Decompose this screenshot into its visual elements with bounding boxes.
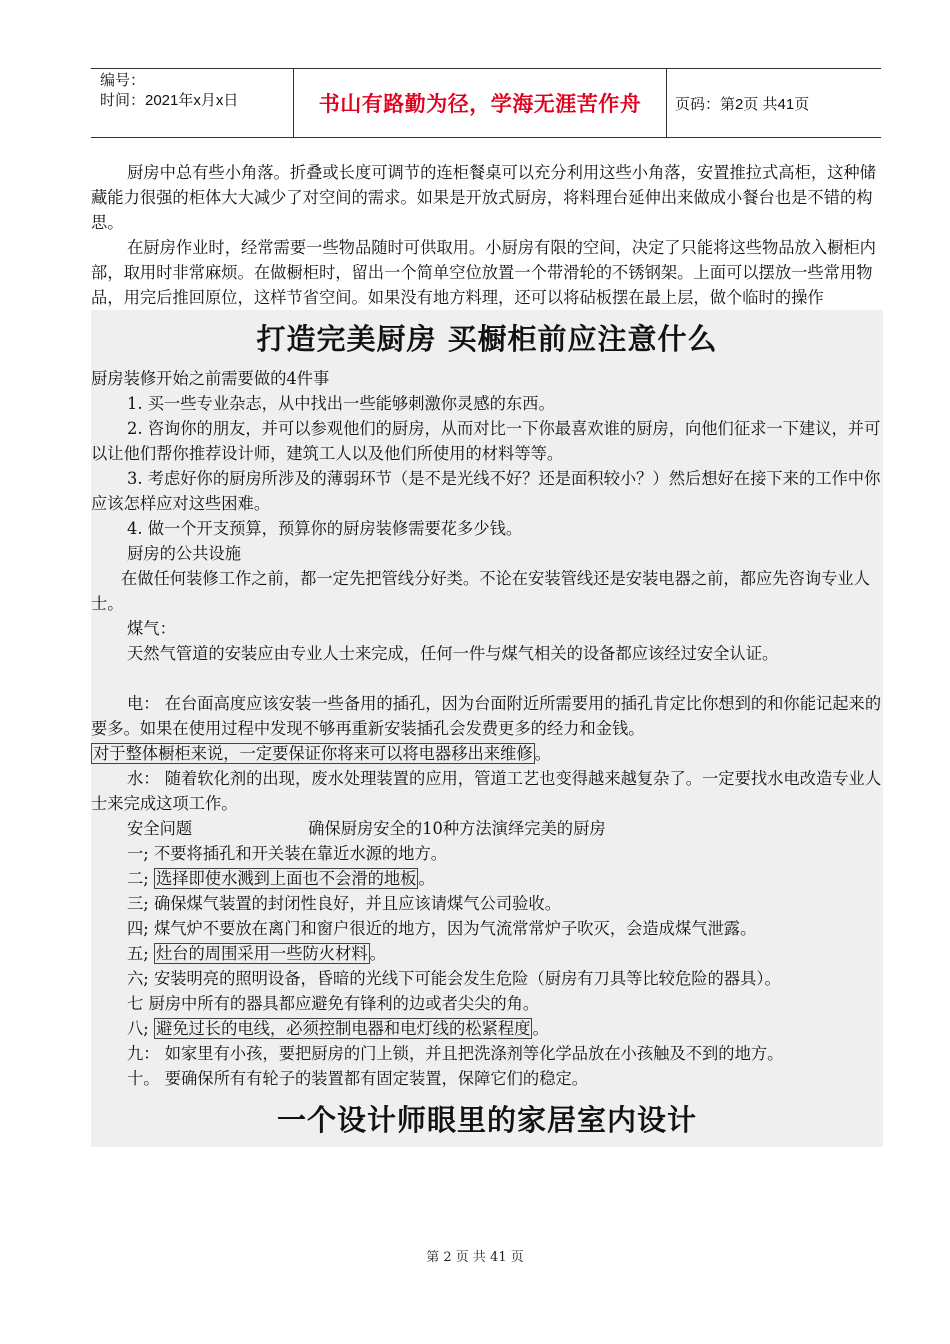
safety-title: 确保厨房安全的10种方法演绎完美的厨房: [308, 819, 606, 838]
blank-line: [91, 666, 883, 691]
safety-boxed-text: 选择即使水溅到上面也不会滑的地板: [155, 869, 417, 888]
safety-label: 安全问题: [127, 819, 193, 838]
section-title: 打造完美厨房 买橱柜前应注意什么: [256, 322, 718, 356]
list-item: 4. 做一个开支预算，预算你的厨房装修需要花多少钱。: [127, 519, 523, 538]
header-motto: 书山有路勤为径，学海无涯苦作舟: [293, 69, 667, 137]
safety-item-prefix: 五;: [127, 944, 154, 963]
time-label: 时间：2021年x月x日: [100, 92, 239, 109]
intro-paragraph-2: 在厨房作业时，经常需要一些物品随时可供取用。小厨房有限的空间，决定了只能将这些物品放入橱柜内部，取用时非常麻烦。在做橱柜时，留出一个简单空位放置一个带滑轮的不锈钢架。上面可以摆放一些常用物品，用完后推回原位，这样节省空间。如果没有地方料理，还可以将砧板摆在最上层，做个临时的操作: [91, 238, 876, 307]
document-body: [91, 160, 883, 1147]
safety-item-7: 七 厨房中所有的器具都应避免有锋利的边或者尖尖的角。: [127, 994, 540, 1013]
gas-label: 煤气：: [127, 619, 176, 638]
safety-item-prefix: 二;: [127, 869, 154, 888]
kitchen-section: [91, 310, 883, 1147]
electric-end: 。: [534, 744, 551, 763]
list-item: 3. 考虑好你的厨房所涉及的薄弱环节（是不是光线不好？还是面积较小？）然后想好在接下来的工作中你应该怎样应对这些困难。: [91, 469, 881, 513]
facilities-heading: 厨房的公共设施: [127, 544, 241, 563]
safety-item-end: 。: [418, 869, 435, 888]
header-page-label: 页码：第2页 共41页: [675, 95, 810, 113]
list-item: 1. 买一些专业杂志，从中找出一些能够刺激你灵感的东西。: [127, 394, 555, 413]
safety-item-end: 。: [532, 1019, 549, 1038]
safety-heading: [91, 816, 883, 841]
page-header: [91, 68, 881, 138]
gas-text: 天然气管道的安装应由专业人士来完成，任何一件与煤气相关的设备都应该经过安全认证。: [127, 644, 779, 663]
safety-item-6: 六; 安装明亮的照明设备，昏暗的光线下可能会发生危险（厨房有刀具等比较危险的器具）。: [127, 969, 781, 988]
number-label: 编号：: [100, 72, 146, 89]
electric-text: [91, 691, 883, 766]
header-meta: [91, 69, 293, 137]
section-subtitle: 厨房装修开始之前需要做的4件事: [91, 369, 330, 388]
safety-boxed-text: 避免过长的电线，必须控制电器和电灯线的松紧程度: [155, 1019, 531, 1038]
safety-item-10: 十。 要确保所有有轮子的装置都有固定装置，保障它们的稳定。: [127, 1069, 589, 1088]
safety-item-3: 三; 确保煤气装置的封闭性良好，并且应该请煤气公司验收。: [127, 894, 561, 913]
safety-item-prefix: 八;: [127, 1019, 154, 1038]
safety-item-2: [91, 866, 883, 891]
safety-item-end: 。: [369, 944, 386, 963]
section-2-title: 一个设计师眼里的家居室内设计: [276, 1103, 697, 1137]
safety-boxed-text: 灶台的周围采用一些防火材料: [155, 944, 368, 963]
electric-body: 电： 在台面高度应该安装一些备用的插孔，因为台面附近所需要用的插孔肯定比你想到的和你能记起来的要多。如果在使用过程中发现不够再重新安装插孔会发费更多的经力和金钱。: [91, 694, 882, 738]
safety-item-4: 四; 煤气炉不要放在离门和窗户很近的地方，因为气流常常炉子吹灭，会造成煤气泄露。: [127, 919, 757, 938]
water-text: 水： 随着软化剂的出现，废水处理装置的应用，管道工艺也变得越来越复杂了。一定要找水电改造专业人士来完成这项工作。: [91, 769, 882, 813]
list-item: 2. 咨询你的朋友，并可以参观他们的厨房，从而对比一下你最喜欢谁的厨房，向他们征求一下建议，并可以让他们帮你推荐设计师，建筑工人以及他们所使用的材料等等。: [91, 419, 881, 463]
safety-item-5: [91, 941, 883, 966]
facilities-text: 在做任何装修工作之前，都一定先把管线分好类。不论在安装管线还是安装电器之前，都应先咨询专业人士。: [91, 569, 870, 613]
safety-item-8: [91, 1016, 883, 1041]
safety-item-1: 一; 不要将插孔和开关装在靠近水源的地方。: [127, 844, 448, 863]
electric-boxed-text: 对于整体橱柜来说，一定要保证你将来可以将电器移出来维修: [93, 744, 533, 763]
intro-paragraph-1: 厨房中总有些小角落。折叠或长度可调节的连柜餐桌可以充分利用这些小角落，安置推拉式高柜，这种储藏能力很强的柜体大大减少了对空间的需求。如果是开放式厨房，将料理台延伸出来做成小餐台也是不错的构思。: [91, 163, 876, 232]
safety-item-9: 九： 如家里有小孩，要把厨房的门上锁，并且把洗涤剂等化学品放在小孩触及不到的地方。: [127, 1044, 784, 1063]
page-footer: 第 2 页 共 41 页: [426, 1250, 524, 1265]
